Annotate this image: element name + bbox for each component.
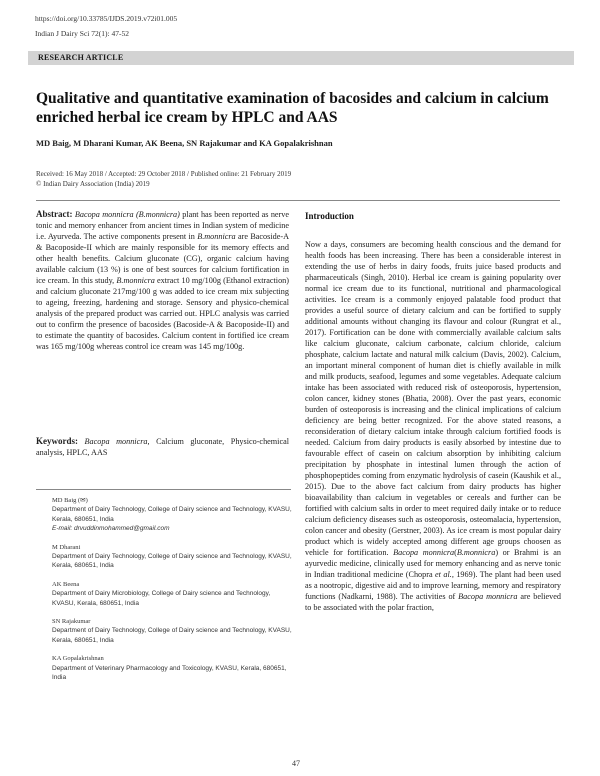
keywords-italic: Bacopa monnicra bbox=[78, 437, 148, 446]
abstract-text: are Bacoside-A & Bacoposide-II which are mainly responsible for its memory effects and other health benefits. Calcium gluconate (CG), organic calcium having available calcium (13 %) is one of best sources for calcium fortification in ice cream. In this study, bbox=[36, 232, 289, 285]
affiliation-divider bbox=[36, 489, 291, 490]
intro-text: ) or Brahmi is an ayurvedic medicine, clinically used for memory enhancing and as nerve tonic in Indian traditional medicine (Chopra bbox=[305, 548, 561, 579]
keywords bbox=[36, 436, 289, 458]
received-accepted-published: Received: 16 May 2018 / Accepted: 29 October 2018 / Published online: 21 February 2019 bbox=[36, 170, 292, 178]
introduction-heading: Introduction bbox=[305, 211, 354, 221]
abstract-label: Abstract: bbox=[36, 209, 73, 219]
affiliation-item bbox=[52, 543, 292, 571]
affiliation-item bbox=[52, 496, 292, 534]
intro-text: are believed to be associated with the polar fraction, bbox=[305, 592, 561, 612]
affiliations bbox=[52, 496, 292, 692]
abstract-column bbox=[36, 209, 289, 352]
publication-dates bbox=[36, 169, 291, 189]
keywords-text: , Calcium gluconate, Physico-chemical analysis, HPLC, AAS bbox=[36, 437, 289, 457]
affiliation-item bbox=[52, 617, 292, 645]
abstract-italic: Bacopa monnicra (B.monnicra) bbox=[74, 210, 180, 219]
author-list: MD Baig, M Dharani Kumar, AK Beena, SN Rajakumar and KA Gopalakrishnan bbox=[36, 138, 333, 148]
introduction-body bbox=[305, 239, 561, 613]
affiliation-name: SN Rajakumar bbox=[52, 618, 91, 626]
intro-italic: Bacopa monnicra bbox=[393, 548, 455, 557]
abstract-text: plant has been reported as nerve tonic and memory enhancer from ancient times in Indian system of medicine i.e. Ayurveda. The active components present in bbox=[36, 210, 290, 241]
affiliation-name: KA Gopalakrishnan bbox=[52, 655, 104, 663]
introduction-column bbox=[305, 211, 561, 613]
header-divider bbox=[36, 200, 560, 201]
intro-text: , 1969). The plant had been used as a nootropic, digestive aid and to improve learning, memory and respiratory functions (Nadkarni, 1988). The activities of bbox=[305, 570, 561, 601]
affiliation-dept: Department of Dairy Microbiology, College of Dairy science and Technology, KVASU, Kerala, 680651, India bbox=[52, 590, 271, 607]
intro-italic: Bacopa monnicra bbox=[458, 592, 518, 601]
affiliation-dept: Department of Dairy Technology, College of Dairy science and Technology, KVASU, Kerala, 680651, India bbox=[52, 506, 292, 523]
intro-italic: B.monnicra bbox=[456, 548, 496, 557]
affiliation-name: AK Beena bbox=[52, 580, 80, 588]
affiliation-name: M Dharani bbox=[52, 543, 81, 551]
page-number: 47 bbox=[292, 759, 300, 768]
affiliation-dept: Department of Veterinary Pharmacology and Toxicology, KVASU, Kerala, 680651, India bbox=[52, 664, 287, 682]
abstract-italic: B.monnicra bbox=[197, 232, 236, 241]
affiliation-name: MD Baig (✉) bbox=[52, 497, 88, 504]
affiliation-dept: Department of Dairy Technology, College of Dairy science and Technology, KVASU, Kerala, 680651, India bbox=[52, 553, 292, 570]
affiliation-item bbox=[52, 654, 292, 682]
intro-text: ( bbox=[454, 548, 457, 557]
intro-italic: et al. bbox=[435, 570, 452, 579]
keywords-label: Keywords: bbox=[36, 436, 78, 446]
copyright-line: © Indian Dairy Association (India) 2019 bbox=[36, 180, 150, 188]
affiliation-email[interactable]: E-mail: drvuddinmohammed@gmail.com bbox=[52, 525, 170, 533]
abstract-text: extract 10 mg/100g (Ethanol extraction) and calcium gluconate 217mg/100 g was added to ice cream mix subjecting to ageing, freezing, hardening and storage. Sensory and physico-chemical analysis of the prepared product was carried out. HPLC analysis was carried out to confirm the presence of bacosides (Bacoside-A & Bacoposide-II) and to estimate the quantity of bacosides. Calcium content in fortified ice cream was 165 mg/100g whereas control ice cream was 145 mg/100g. bbox=[36, 276, 289, 351]
abstract-italic: B.monnicra bbox=[116, 276, 155, 285]
journal-citation: Indian J Dairy Sci 72(1): 47-52 bbox=[35, 29, 129, 38]
article-title: Qualitative and quantitative examination of bacosides and calcium in calcium enriched herbal ice cream by HPLC and AAS bbox=[36, 90, 549, 126]
affiliation-dept: Department of Dairy Technology, College of Dairy science and Technology, KVASU, Kerala, 680651, India bbox=[52, 627, 292, 644]
affiliation-item bbox=[52, 580, 292, 608]
article-type-label: RESEARCH ARTICLE bbox=[38, 53, 124, 62]
intro-text: Now a days, consumers are becoming health conscious and the demand for health foods has been increasing. There has been a considerable interest in extending the use of herbs in dairy foods, fruits juice based products and pharmaceuticals (Singh, 2010). Herbal ice cream is gaining popularity over normal ice cream due to its functional, nutritional and pharmacological activities. Ice cream is a commonly enjoyed palatable food product that provides a useful source of dietary calcium and can be fortified to supply additional amounts without changing its flavour and colour (Rungrat et al., 2017). Fortification can be done with commercially available calcium salts like calcium gluconate, calcium carbonate, calcium chloride, calcium phosphate, calcium lactate and natural milk calcium (Davis, 2002). Calcium, an important mineral component of human diet is chiefly available in milk and milk products, seafood, legumes and some vegetables. Adequate calcium intake has been associated with reduced risk of osteoporosis, hypertension, colon cancer, kidney stones (Bhatia, 2008). Over the past years, economic burden of osteoporosis is increasing and the clinical implications of calcium deficiency are being better recognized. For the above stated reasons, a reconsideration of dietary calcium intake through calcium fortified foods is needed. Calcium from dairy products is easily absorbed by intestine due to favourable effect of casein on calcium absorption by inhibiting calcium precipitation by phosphate in intestinal lumen through the action of phosphopeptides coming from enzymatic hydrolysis of casein (Kaushik et al., 2015). Due to the above fact calcium from dairy products has higher bioavailability than calcium in vegetables or cereals and further can be fortified with calcium salts in order to meet required daily intake or to reduce calcium deficiency diseases such as osteoporosis, osteomalacia, hypertension, colon cancer and obesity (Gerstner, 2003). As ice cream is most popular dairy product which is widely accepted among different age groups choosen as vehicle for fortification. bbox=[305, 240, 561, 557]
abstract bbox=[36, 209, 289, 352]
doi-line[interactable]: https://doi.org/10.33785/IJDS.2019.v72i01.005 bbox=[35, 14, 178, 23]
article-type-band bbox=[28, 51, 574, 65]
